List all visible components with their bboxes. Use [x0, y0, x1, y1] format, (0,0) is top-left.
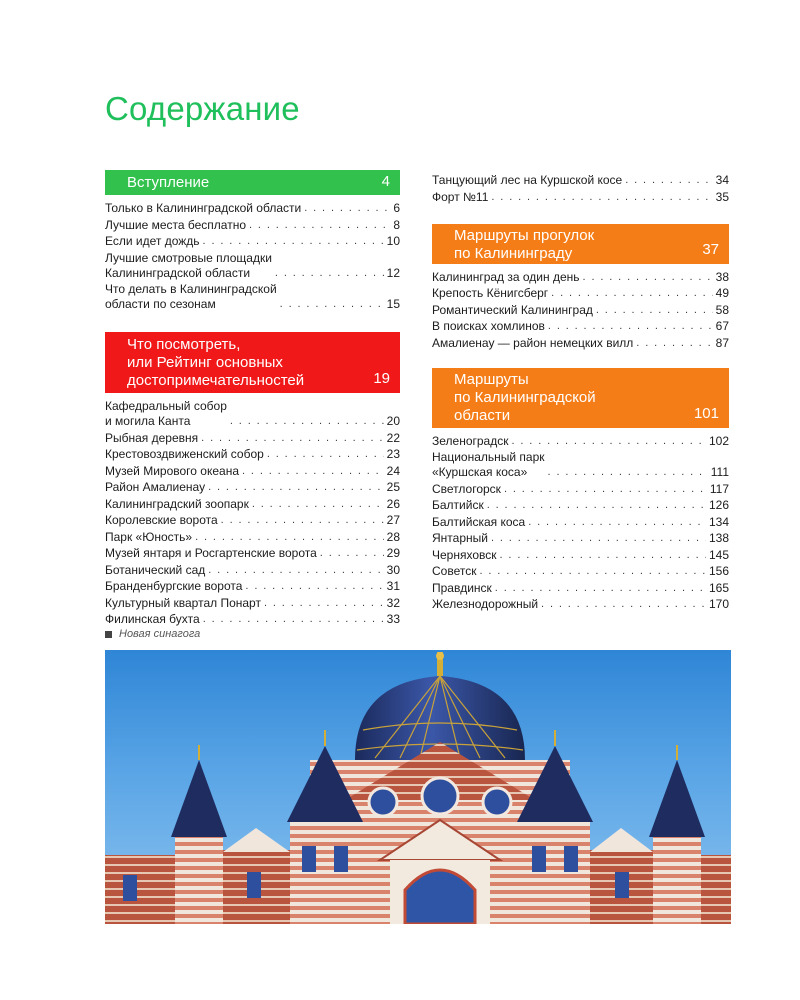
toc-entry-page: 117	[709, 481, 729, 496]
toc-entry[interactable]	[105, 513, 400, 528]
toc-entry-page: 170	[708, 597, 729, 611]
toc-entry-page: 34	[715, 173, 729, 187]
toc-entry-page: 27	[386, 513, 400, 527]
section-title: Маршруты по Калининградской области	[454, 370, 596, 424]
section-title: Вступление	[127, 174, 210, 191]
dot-leader	[511, 434, 705, 449]
dot-leader	[203, 234, 384, 249]
square-bullet-icon	[105, 631, 112, 638]
toc-entry-title: Янтарный	[432, 531, 488, 545]
toc-entry-title: Черняховск	[432, 547, 497, 562]
toc-entry[interactable]	[432, 450, 729, 480]
toc-entry[interactable]	[432, 173, 729, 188]
dot-leader	[528, 515, 706, 530]
toc-entry[interactable]	[105, 234, 400, 249]
dot-leader	[275, 266, 384, 281]
toc-entry-title: Район Амалиенау	[105, 480, 206, 494]
toc-entry-page: 12	[386, 265, 400, 280]
toc-entry[interactable]	[432, 190, 729, 205]
section-title: Что посмотреть, или Рейтинг основных достопримечательностей	[127, 336, 305, 389]
dot-leader	[208, 480, 384, 495]
dot-leader	[249, 218, 390, 233]
section-page-number: 4	[381, 173, 390, 190]
toc-entry[interactable]	[432, 286, 729, 301]
toc-entry-title: Рыбная деревня	[105, 430, 199, 445]
toc-entry-page: 35	[715, 189, 729, 204]
dot-leader	[245, 579, 383, 594]
dot-leader	[583, 270, 713, 285]
toc-entry-title: Крепость Кёнигсберг	[432, 286, 549, 300]
toc-entry-title: Королевские ворота	[105, 513, 218, 527]
toc-entry-page: 22	[386, 430, 400, 445]
toc-entry-title: Светлогорск	[432, 481, 501, 496]
toc-entry-page: 6	[393, 201, 400, 215]
toc-entry[interactable]	[105, 464, 400, 479]
toc-entry[interactable]	[432, 498, 729, 513]
toc-entry-title: Только в Калининградской области	[105, 201, 302, 215]
toc-entry-title: Калининградский зоопарк	[105, 496, 249, 511]
toc-entry-title: Советск	[432, 564, 477, 578]
dot-leader	[548, 465, 708, 480]
dot-leader	[280, 297, 384, 312]
toc-entry-page: 31	[386, 579, 400, 593]
page-title: Содержание	[105, 90, 300, 127]
synagogue-photo	[105, 650, 731, 924]
toc-entry-page: 28	[386, 529, 400, 544]
dot-leader	[625, 173, 712, 188]
toc-entry-title: Крестовоздвиженский собор	[105, 447, 264, 461]
toc-right-column	[432, 173, 729, 614]
toc-entry-page: 156	[708, 564, 729, 578]
toc-entry[interactable]	[432, 482, 729, 497]
dot-leader	[304, 201, 390, 216]
toc-entry[interactable]	[105, 282, 400, 312]
toc-entry-title: Если идет дождь	[105, 234, 200, 248]
toc-entry[interactable]	[105, 530, 400, 545]
dot-leader	[500, 548, 706, 563]
toc-entry-title: Музей янтаря и Росгартенские ворота	[105, 546, 317, 560]
dot-leader	[230, 414, 384, 429]
toc-entry-page: 126	[708, 498, 729, 512]
toc-entry-page: 15	[386, 297, 400, 311]
toc-entry[interactable]	[105, 563, 400, 578]
dot-leader	[495, 581, 706, 596]
toc-entry-page: 26	[386, 496, 400, 511]
dot-leader	[201, 431, 383, 446]
dot-leader	[479, 564, 706, 579]
toc-entry[interactable]	[105, 447, 400, 462]
toc-entry[interactable]	[105, 218, 400, 233]
toc-entry-title: Филинская бухта	[105, 612, 200, 626]
toc-entry-title: Культурный квартал Понарт	[105, 595, 261, 610]
toc-entry[interactable]	[432, 434, 729, 449]
section-page-number: 19	[373, 370, 390, 387]
toc-entry-title: Балтийская коса	[432, 514, 526, 529]
toc-entry-title: Романтический Калининград	[432, 302, 593, 317]
dot-leader	[264, 596, 384, 611]
toc-entry[interactable]	[432, 303, 729, 318]
dot-leader	[596, 303, 713, 318]
toc-entry-page: 102	[708, 433, 729, 448]
toc-entry-title: В поисках хомлинов	[432, 319, 545, 333]
dot-leader	[487, 498, 706, 513]
dot-leader	[208, 563, 383, 578]
toc-list-city-routes	[432, 270, 729, 351]
dot-leader	[551, 286, 712, 301]
dot-leader	[252, 497, 384, 512]
dot-leader	[491, 190, 712, 205]
toc-list-sights	[105, 399, 400, 627]
toc-entry[interactable]	[105, 480, 400, 495]
dot-leader	[242, 464, 384, 479]
toc-entry-title: Парк «Юность»	[105, 529, 193, 544]
toc-entry[interactable]	[105, 399, 400, 429]
toc-entry-page: 20	[386, 414, 400, 428]
toc-entry-title: Бранденбургские ворота	[105, 579, 243, 593]
toc-entry-page: 111	[710, 465, 729, 479]
toc-entry[interactable]	[432, 270, 729, 285]
toc-entry-title: Лучшие места бесплатно	[105, 217, 247, 232]
toc-entry-title: Калининград за один день	[432, 269, 580, 284]
dot-leader	[320, 546, 384, 561]
toc-entry[interactable]	[105, 612, 400, 627]
section-header-intro[interactable]	[105, 170, 400, 195]
toc-entry-page: 25	[386, 480, 400, 494]
section-header-region-routes[interactable]	[432, 368, 729, 428]
toc-entry-title: Лучшие смотровые площадки Калининградской области	[105, 250, 272, 280]
toc-entry[interactable]	[105, 251, 400, 281]
section-header-sights[interactable]	[105, 332, 400, 393]
toc-entry-title: Национальный парк «Куршская коса»	[432, 450, 545, 479]
toc-entry[interactable]	[432, 319, 729, 334]
toc-entry-page: 10	[386, 234, 400, 248]
toc-entry-page: 145	[708, 547, 729, 562]
section-page-number: 37	[702, 240, 719, 258]
toc-entry-page: 32	[386, 595, 400, 610]
toc-entry-page: 30	[386, 562, 400, 577]
toc-entry-title: Балтийск	[432, 498, 484, 512]
toc-entry-title: Зеленоградск	[432, 433, 509, 448]
toc-entry[interactable]	[432, 564, 729, 579]
dot-leader	[548, 319, 713, 334]
toc-entry[interactable]	[105, 431, 400, 446]
toc-entry-page: 38	[715, 269, 729, 284]
toc-entry[interactable]	[105, 579, 400, 594]
toc-entry[interactable]	[432, 548, 729, 563]
toc-entry-page: 58	[715, 302, 729, 317]
toc-entry-title: Ботанический сад	[105, 562, 206, 577]
toc-entry[interactable]	[105, 497, 400, 512]
toc-entry-page: 24	[386, 463, 400, 478]
dot-leader	[541, 597, 706, 612]
toc-entry-page: 165	[708, 580, 729, 595]
section-title: Маршруты прогулок по Калининграду	[454, 226, 595, 262]
toc-entry-title: Железнодорожный	[432, 597, 539, 611]
toc-entry-page: 23	[386, 447, 400, 461]
toc-entry-title: Правдинск	[432, 580, 492, 595]
toc-list-region-routes	[432, 434, 729, 613]
toc-entry-page: 138	[708, 531, 729, 545]
dot-leader	[203, 612, 384, 627]
dot-leader	[636, 336, 712, 351]
photo-caption	[105, 628, 200, 640]
toc-entry-page: 134	[708, 514, 729, 529]
toc-list-intro	[105, 201, 400, 312]
toc-entry-page: 33	[386, 612, 400, 626]
toc-entry[interactable]	[105, 201, 400, 216]
toc-entry-title: Танцующий лес на Куршской косе	[432, 173, 623, 187]
toc-entry-page: 67	[715, 319, 729, 333]
toc-entry[interactable]	[432, 581, 729, 596]
toc-entry[interactable]	[432, 336, 729, 351]
section-header-city-routes[interactable]	[432, 224, 729, 264]
dot-leader	[491, 531, 706, 546]
toc-entry[interactable]	[432, 597, 729, 612]
dot-leader	[504, 482, 707, 497]
photo-caption-text: Новая синагога	[119, 628, 201, 640]
toc-entry-title: Что делать в Калининградской области по сезонам	[105, 282, 277, 311]
toc-entry-title: Амалиенау — район немецких вилл	[432, 335, 634, 350]
toc-entry-page: 8	[393, 217, 400, 232]
toc-entry[interactable]	[105, 546, 400, 561]
toc-list-sights-continued	[432, 173, 729, 205]
toc-left-column	[105, 170, 400, 629]
section-page-number: 101	[693, 404, 719, 422]
toc-entry-page: 29	[386, 546, 400, 560]
dot-leader	[195, 530, 384, 545]
dot-leader	[221, 513, 384, 528]
toc-entry-title: Форт №11	[432, 189, 489, 204]
toc-entry-page: 87	[715, 335, 729, 350]
toc-entry[interactable]	[432, 515, 729, 530]
toc-entry-page: 49	[715, 286, 729, 300]
toc-entry-title: Музей Мирового океана	[105, 463, 239, 478]
toc-entry[interactable]	[432, 531, 729, 546]
dot-leader	[267, 447, 384, 462]
toc-entry-title: Кафедральный собор и могила Канта	[105, 399, 227, 428]
toc-entry[interactable]	[105, 596, 400, 611]
